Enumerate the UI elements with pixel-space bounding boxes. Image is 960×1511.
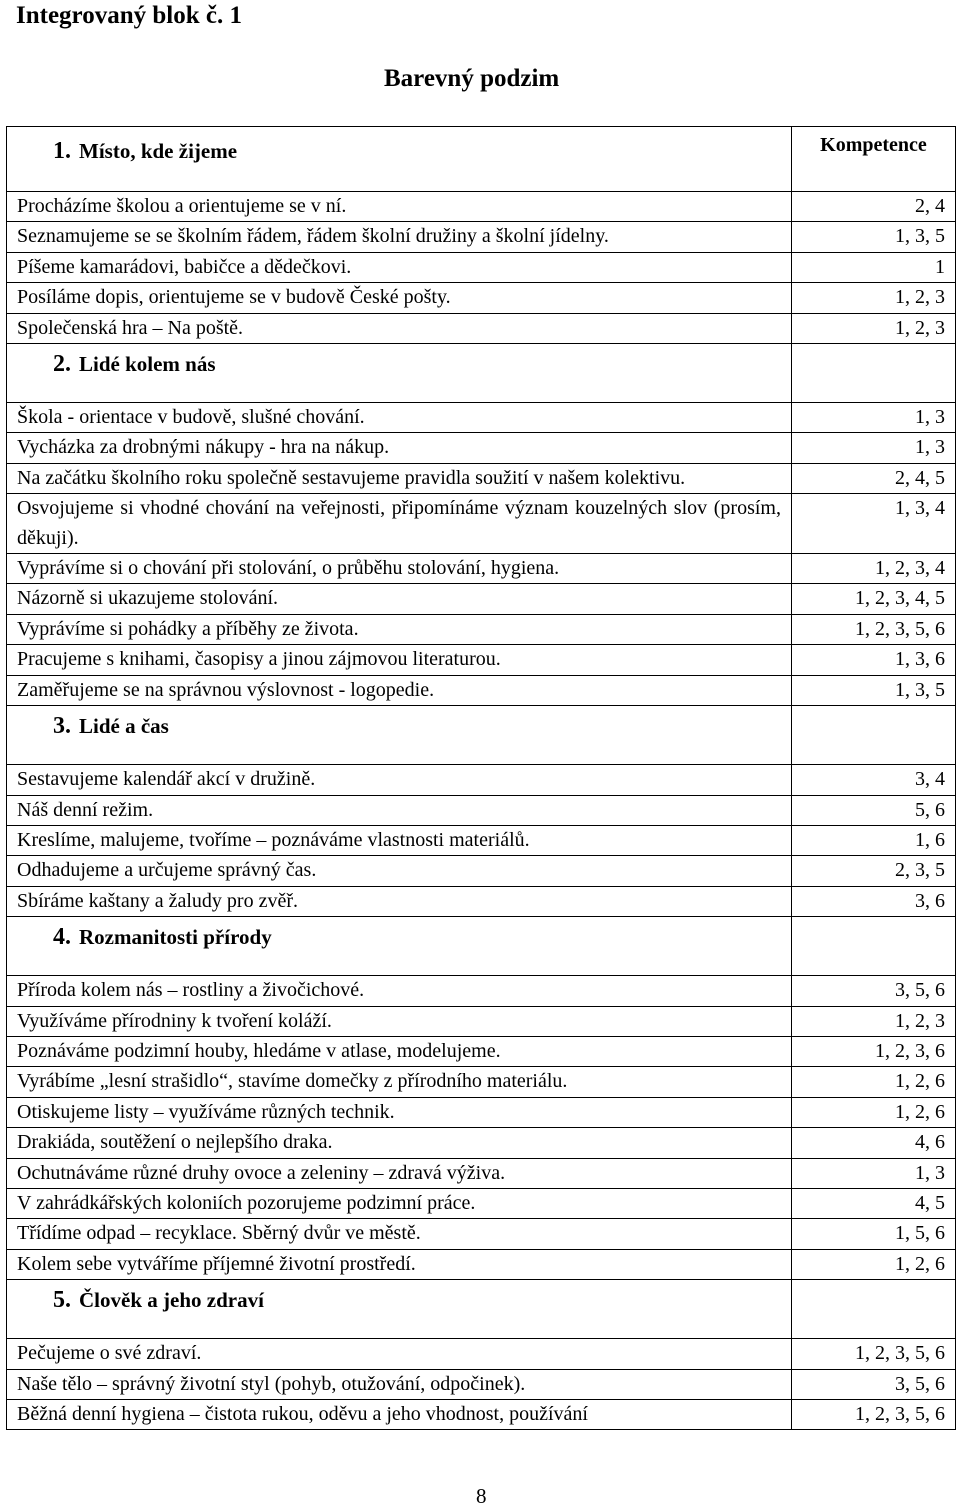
table-row [7,675,956,705]
competence-value: 1, 2, 6 [792,1249,956,1279]
table-row [7,1158,956,1188]
activity-text: Využíváme přírodniny k tvoření koláží. [7,1006,792,1036]
competence-value: 1, 2, 6 [792,1097,956,1127]
section-header-row [7,127,956,192]
competence-value: 1, 3 [792,403,956,433]
competence-value: 1, 6 [792,825,956,855]
competence-value: 1, 2, 3 [792,283,956,313]
competence-value: 5, 6 [792,795,956,825]
table-row [7,192,956,222]
section-competence-cell [792,1280,956,1339]
section-title-cell [7,917,792,976]
activity-text: Vyrábíme „lesní strašidlo“, stavíme domečky z přírodního materiálu. [7,1067,792,1097]
table-row [7,886,956,916]
competence-value: 3, 6 [792,886,956,916]
competence-value: 1, 3, 5 [792,675,956,705]
section-title: Člověk a jeho zdraví [79,1288,264,1313]
competence-value: 1, 3, 4 [792,494,956,554]
competence-value: 2, 4, 5 [792,463,956,493]
competence-header: Kompetence [792,127,956,192]
activity-text: Vyprávíme si o chování při stolování, o průběhu stolování, hygiena. [7,554,792,584]
table-row [7,1249,956,1279]
table-row [7,1036,956,1066]
table-row [7,554,956,584]
activity-text: Kreslíme, malujeme, tvoříme – poznáváme vlastnosti materiálů. [7,825,792,855]
activity-text: Pečujeme o své zdraví. [7,1339,792,1369]
competence-value: 2, 3, 5 [792,856,956,886]
table-row [7,1339,956,1369]
competence-value: 1, 3 [792,1158,956,1188]
page-number: 8 [476,1484,487,1508]
section-title-cell [7,706,792,765]
table-row [7,1400,956,1430]
activity-text: Sestavujeme kalendář akcí v družině. [7,765,792,795]
competence-value: 1, 2, 3, 5, 6 [792,614,956,644]
section-title: Lidé kolem nás [79,352,216,377]
activity-text: Názorně si ukazujeme stolování. [7,584,792,614]
activity-text: Na začátku školního roku společně sestavujeme pravidla soužití v našem kolektivu. [7,463,792,493]
section-number: 1. [53,138,71,164]
section-competence-cell [792,917,956,976]
section-number: 5. [53,1287,71,1314]
table-row [7,614,956,644]
activity-text: Zaměřujeme se na správnou výslovnost - logopedie. [7,675,792,705]
section-header-row [7,1280,956,1339]
table-row [7,283,956,313]
section-number: 4. [53,924,71,951]
activity-table [6,126,956,1430]
table-row [7,976,956,1006]
table-row [7,494,956,554]
activity-text: Příroda kolem nás – rostliny a živočichové. [7,976,792,1006]
activity-text: Odhadujeme a určujeme správný čas. [7,856,792,886]
table-row [7,1128,956,1158]
activity-text: Vyprávíme si pohádky a příběhy ze života. [7,614,792,644]
competence-value: 1, 3, 5 [792,222,956,252]
document-subtitle: Barevný podzim [384,65,560,92]
section-header-row [7,917,956,976]
activity-text: Třídíme odpad – recyklace. Sběrný dvůr ve městě. [7,1219,792,1249]
table-row [7,1369,956,1399]
competence-value: 1, 2, 3, 4 [792,554,956,584]
section-title: Lidé a čas [79,714,169,739]
section-title: Místo, kde žijeme [79,139,238,163]
competence-value: 1, 2, 6 [792,1067,956,1097]
activity-text: Sbíráme kaštany a žaludy pro zvěř. [7,886,792,916]
section-number: 2. [53,351,71,378]
activity-text: Kolem sebe vytváříme příjemné životní prostředí. [7,1249,792,1279]
activity-text: Vycházka za drobnými nákupy - hra na nákup. [7,433,792,463]
table-row [7,313,956,343]
activity-text: Naše tělo – správný životní styl (pohyb, otužování, odpočinek). [7,1369,792,1399]
activity-text: Procházíme školou a orientujeme se v ní. [7,192,792,222]
section-number: 3. [53,713,71,740]
section-competence-cell [792,344,956,403]
activity-text: Posíláme dopis, orientujeme se v budově České pošty. [7,283,792,313]
table-row [7,1219,956,1249]
table-row [7,825,956,855]
competence-value: 1, 2, 3, 5, 6 [792,1339,956,1369]
competence-value: 2, 4 [792,192,956,222]
table-row [7,1067,956,1097]
table-row [7,1097,956,1127]
activity-text: Společenská hra – Na poště. [7,313,792,343]
activity-text: Píšeme kamarádovi, babičce a dědečkovi. [7,252,792,282]
table-row [7,433,956,463]
competence-value: 1, 2, 3 [792,313,956,343]
competence-value: 3, 5, 6 [792,976,956,1006]
activity-text: Pracujeme s knihami, časopisy a jinou zájmovou literaturou. [7,645,792,675]
activity-text: Ochutnáváme různé druhy ovoce a zeleniny – zdravá výživa. [7,1158,792,1188]
table-row [7,1188,956,1218]
competence-value: 3, 4 [792,765,956,795]
activity-text: Drakiáda, soutěžení o nejlepšího draka. [7,1128,792,1158]
competence-value: 1, 3, 6 [792,645,956,675]
section-title-cell [7,1280,792,1339]
document-title: Integrovaný blok č. 1 [16,2,242,29]
table-row [7,765,956,795]
activity-text: Otiskujeme listy – využíváme různých technik. [7,1097,792,1127]
activity-text: Poznáváme podzimní houby, hledáme v atlase, modelujeme. [7,1036,792,1066]
competence-value: 1 [792,252,956,282]
activity-table-body [7,127,956,1430]
section-title-cell [7,344,792,403]
competence-value: 1, 2, 3, 4, 5 [792,584,956,614]
competence-value: 1, 3 [792,433,956,463]
activity-text: Osvojujeme si vhodné chování na veřejnosti, připomínáme význam kouzelných slov (prosím, děkuji). [7,494,792,554]
table-row [7,222,956,252]
activity-text: V zahrádkářských koloniích pozorujeme podzimní práce. [7,1188,792,1218]
competence-value: 4, 6 [792,1128,956,1158]
activity-text: Škola - orientace v budově, slušné chování. [7,403,792,433]
competence-value: 1, 5, 6 [792,1219,956,1249]
table-row [7,584,956,614]
competence-value: 1, 2, 3 [792,1006,956,1036]
competence-value: 1, 2, 3, 5, 6 [792,1400,956,1430]
table-row [7,403,956,433]
section-title-cell [7,127,792,192]
table-row [7,645,956,675]
activity-text: Náš denní režim. [7,795,792,825]
competence-value: 4, 5 [792,1188,956,1218]
section-header-row [7,706,956,765]
competence-value: 1, 2, 3, 6 [792,1036,956,1066]
competence-value: 3, 5, 6 [792,1369,956,1399]
table-row [7,463,956,493]
section-competence-cell [792,706,956,765]
table-row [7,252,956,282]
table-row [7,795,956,825]
section-header-row [7,344,956,403]
table-row [7,856,956,886]
section-title: Rozmanitosti přírody [79,925,272,950]
table-row [7,1006,956,1036]
activity-text: Seznamujeme se se školním řádem, řádem školní družiny a školní jídelny. [7,222,792,252]
activity-text: Běžná denní hygiena – čistota rukou, oděvu a jeho vhodnost, používání [7,1400,792,1430]
